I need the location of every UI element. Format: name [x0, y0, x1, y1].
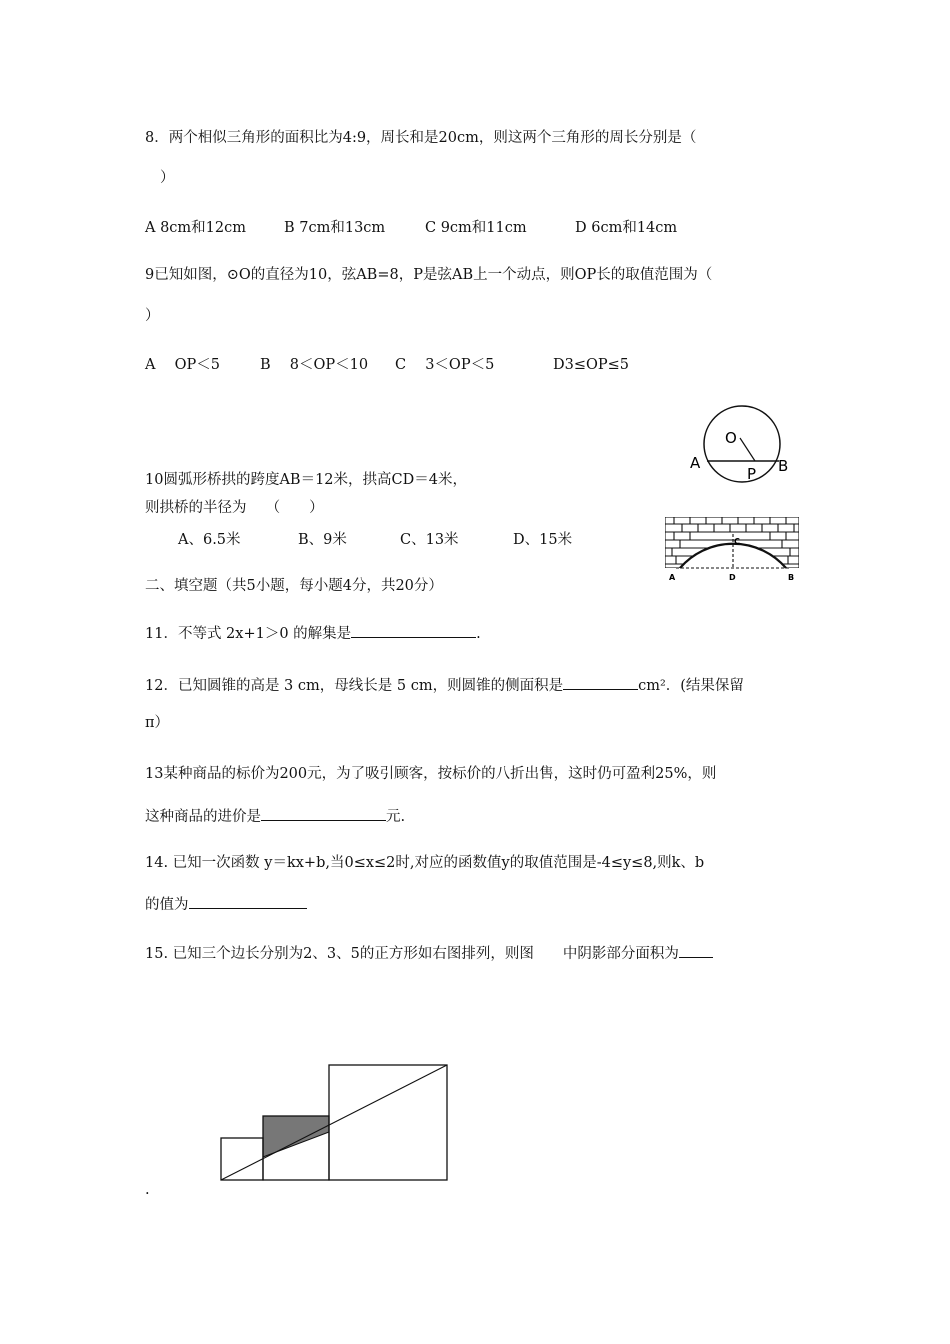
q15-stem: 15. 已知三个边长分别为2、3、5的正方形如右图排列，则图 中阴影部分面积为: [145, 946, 679, 962]
section-2-heading: 二、填空题（共5小题，每小题4分，共20分）: [145, 578, 443, 594]
q14-line1: 14. 已知一次函数 y＝kx+b,当0≤x≤2时,对应的函数值y的取值范围是-4≤y≤8,则k、b: [145, 855, 705, 871]
q14-answer-blank: [189, 893, 307, 909]
q12: [145, 674, 744, 696]
q9-option-b: B 8＜OP＜10: [260, 357, 369, 373]
q10-option-b: B、9米: [298, 532, 347, 548]
label-o: O: [725, 429, 737, 447]
label-d: D: [729, 573, 736, 582]
q9-close-paren: ）: [145, 308, 160, 324]
q11: [145, 622, 481, 644]
q9-option-c: C 3＜OP＜5: [395, 357, 495, 373]
label-p: P: [747, 465, 757, 483]
q11-answer-blank: [351, 622, 476, 638]
q9-option-d: D3≤OP≤5: [553, 357, 630, 373]
q14-stem: 的值为: [145, 897, 189, 913]
label-a: A: [669, 573, 676, 582]
q12-answer-blank: [563, 674, 638, 690]
q13-stem: 这种商品的进价是: [145, 809, 261, 825]
label-c: C: [734, 537, 740, 546]
q8-option-d: D 6cm和14cm: [575, 220, 678, 236]
segment-op: [740, 438, 755, 461]
q10-option-d: D、15米: [513, 532, 573, 548]
q10-option-c: C、13米: [400, 532, 459, 548]
q10-option-a: A、6.5米: [178, 532, 241, 548]
q15-answer-blank: [679, 942, 713, 958]
q8-close-paren: ）: [160, 170, 175, 186]
q12-note: ．(结果保留: [665, 678, 744, 694]
circle-chord-figure: [685, 400, 800, 490]
q9-option-a: A OP＜5: [145, 357, 220, 373]
q15: [145, 942, 713, 964]
diagonal-line: [221, 1065, 447, 1180]
q8-option-c: C 9cm和11cm: [425, 220, 527, 236]
squares-figure: [215, 1060, 455, 1188]
square-small: [221, 1138, 263, 1180]
label-a: A: [690, 454, 701, 472]
q13-line2: [145, 805, 405, 827]
q11-period: .: [476, 626, 481, 642]
q15-trailing-dot: .: [145, 1182, 150, 1198]
q13-answer-blank: [261, 805, 386, 821]
label-b: B: [778, 457, 789, 475]
shaded-region: [263, 1116, 329, 1157]
q12-line2: π）: [145, 715, 170, 731]
q8-option-a: A 8cm和12cm: [145, 220, 246, 236]
q9-stem: 9已知如图，⊙O的直径为10，弦AB=8，P是弦AB上一个动点，则OP长的取值范围为（: [145, 267, 713, 283]
q13-unit: 元.: [386, 809, 406, 825]
circle-o: [704, 406, 780, 482]
q13-line1: 13某种商品的标价为200元，为了吸引顾客，按标价的八折出售，这时仍可盈利25%，则: [145, 766, 717, 782]
q14-line2: [145, 893, 307, 915]
q10-line1: 10圆弧形桥拱的跨度AB＝12米，拱高CD＝4米，: [145, 472, 467, 488]
q11-stem: 11．不等式 2x+1＞0 的解集是: [145, 626, 352, 642]
square-large: [329, 1065, 447, 1180]
label-b: B: [788, 573, 795, 582]
q12-unit: cm²: [638, 678, 666, 694]
q8-option-b: B 7cm和13cm: [284, 220, 386, 236]
q8-stem: 8．两个相似三角形的面积比为4:9，周长和是20cm，则这两个三角形的周长分别是（: [145, 130, 697, 146]
q10-line2: 则拱桥的半径为 （ ）: [145, 500, 324, 516]
q12-stem: 12．已知圆锥的高是 3 cm，母线长是 5 cm，则圆锥的侧面积是: [145, 678, 564, 694]
arch-bridge-figure: [662, 514, 802, 584]
